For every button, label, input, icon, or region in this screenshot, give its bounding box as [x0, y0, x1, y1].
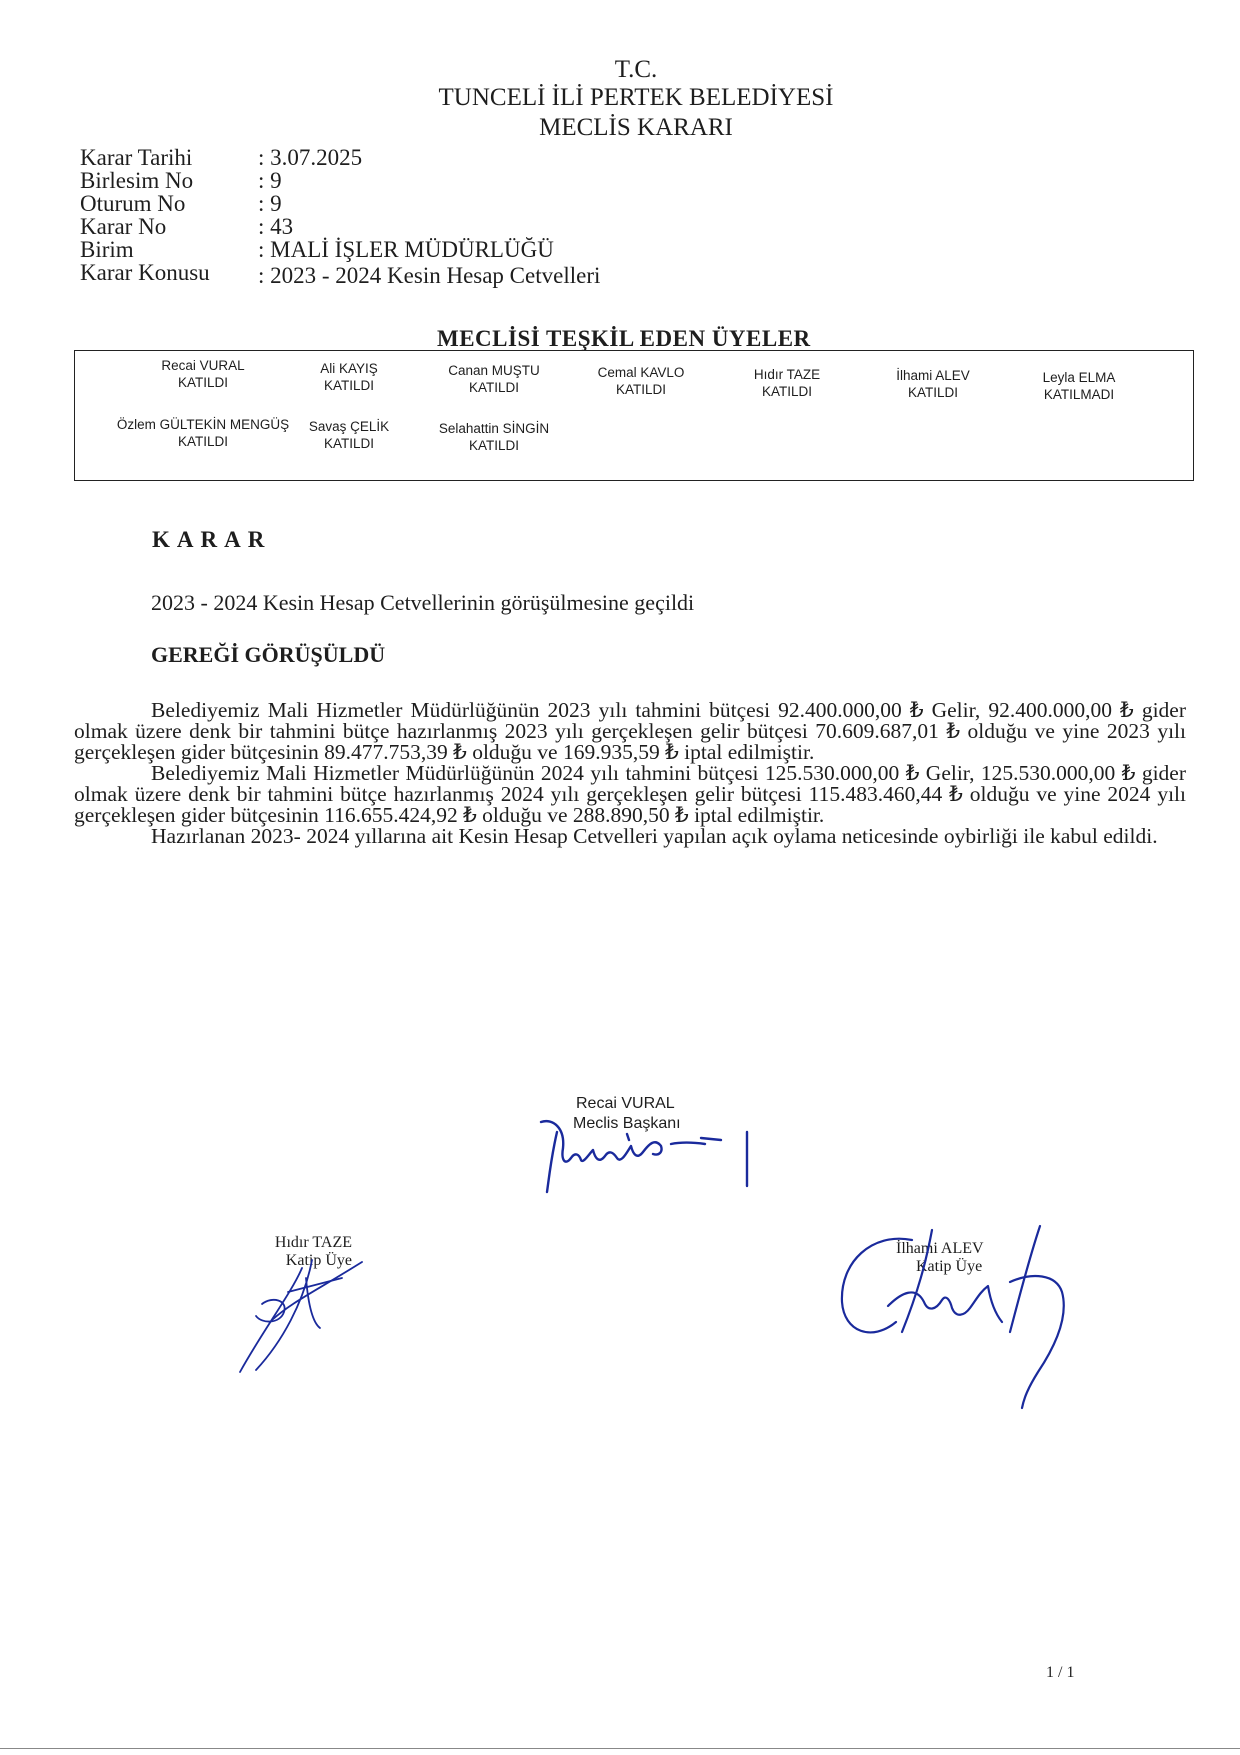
clerk2-signature [832, 1222, 1092, 1412]
member-status: KATILDI [615, 382, 666, 397]
member-name: Canan MUŞTU [448, 363, 540, 378]
meta-label: Karar No [80, 214, 167, 239]
member-name: İlhami ALEV [896, 368, 970, 383]
member-status: KATILDI [761, 384, 812, 399]
meta-value: : MALİ İŞLER MÜDÜRLÜĞÜ [258, 237, 554, 262]
meta-value: : 9 [258, 191, 282, 216]
doc-header-tc: T.C. [614, 56, 658, 83]
member-name: Selahattin SİNGİN [438, 421, 550, 436]
clerk1-title: Katip Üye [285, 1252, 352, 1269]
member-status: KATILDI [177, 375, 228, 390]
president-title: Meclis Başkanı [573, 1115, 681, 1132]
member-name: Cemal KAVLO [597, 365, 685, 380]
member-name: Leyla ELMA [1042, 370, 1116, 385]
member-selahattin-singin [404, 420, 584, 454]
meta-value: : 2023 - 2024 Kesin Hesap Cetvelleri [258, 263, 601, 288]
member-name: Ali KAYIŞ [320, 361, 378, 376]
meta-block [0, 146, 800, 296]
member-name: Savaş ÇELİK [308, 419, 390, 434]
clerk1-name: Hıdır TAZE [274, 1234, 352, 1251]
member-leyla-elma [989, 369, 1169, 403]
meta-label: Oturum No [80, 191, 186, 216]
clerk2-name: İlhami ALEV [896, 1240, 984, 1257]
meta-value: : 3.07.2025 [258, 145, 363, 170]
doc-header-municipality: TUNCELİ İLİ PERTEK BELEDİYESİ [438, 84, 834, 111]
meta-value: : 9 [258, 168, 282, 193]
member-status: KATILDI [907, 385, 958, 400]
decision-intro: 2023 - 2024 Kesin Hesap Cetvellerinin görüşülmesine geçildi [151, 590, 695, 615]
paragraph-approval: Hazırlanan 2023- 2024 yıllarına ait Kesin Hesap Cetvelleri yapılan açık oylama neticesinde oybirliği ile kabul edildi. [151, 824, 1158, 848]
member-name: Recai VURAL [161, 358, 245, 373]
clerk2-title: Katip Üye [916, 1258, 983, 1275]
member-status: KATILDI [323, 436, 374, 451]
decision-subtitle: GEREĞİ GÖRÜŞÜLDÜ [151, 642, 386, 667]
page-number: 1 / 1 [1046, 1664, 1075, 1681]
bottom-border [0, 1748, 1240, 1749]
member-status: KATILDI [468, 380, 519, 395]
paragraph-2023: Belediyemiz Mali Hizmetler Müdürlüğünün 2023 yılı tahmini bütçesi 92.400.000,00 ₺ Gelir, 92.400.000,00 ₺ gider olmak üzere denk bir tahmini bütçe hazırlanmış 2023 yılı gerçekleşen gelir bütçesi 70.609.687,01 ₺ olduğu ve yine 2023 yılı gerçekleşen gider bütçesinin 89.477.753,39 ₺ olduğu ve 169.935,59 ₺ iptal edilmiştir. [74, 698, 1186, 764]
president-name: Recai VURAL [576, 1095, 675, 1112]
meta-label: Birim [80, 237, 134, 262]
meta-label: Karar Konusu [80, 260, 210, 285]
member-status: KATILDI [177, 434, 228, 449]
member-name: Hıdır TAZE [753, 367, 821, 382]
member-name: Özlem GÜLTEKİN MENGÜŞ [116, 417, 290, 432]
doc-header-doc-type: MECLİS KARARI [539, 114, 733, 141]
member-status: KATILMADI [1043, 387, 1115, 402]
paragraph-2024: Belediyemiz Mali Hizmetler Müdürlüğünün 2024 yılı tahmini bütçesi 125.530.000,00 ₺ Gelir, 125.530.000,00 ₺ gider olmak üzere denk bir tahmini bütçe hazırlanmış 2024 yılı gerçekleşen gelir bütçesi 115.483.460,44 ₺ olduğu ve yine 2024 yılı gerçekleşen gider bütçesinin 116.655.424,92 ₺ olduğu ve 288.890,50 ₺ iptal edilmiştir. [74, 761, 1186, 827]
meta-value: : 43 [258, 214, 294, 239]
clerk1-signature [232, 1252, 372, 1382]
member-status: KATILDI [468, 438, 519, 453]
decision-title: KARAR [152, 527, 272, 552]
meta-label: Birlesim No [80, 168, 194, 193]
president-signature [535, 1118, 765, 1198]
member-status: KATILDI [323, 378, 374, 393]
members-title: MECLİSİ TEŞKİL EDEN ÜYELER [437, 326, 811, 351]
meta-label: Karar Tarihi [80, 145, 193, 170]
decision-body [74, 700, 1186, 847]
